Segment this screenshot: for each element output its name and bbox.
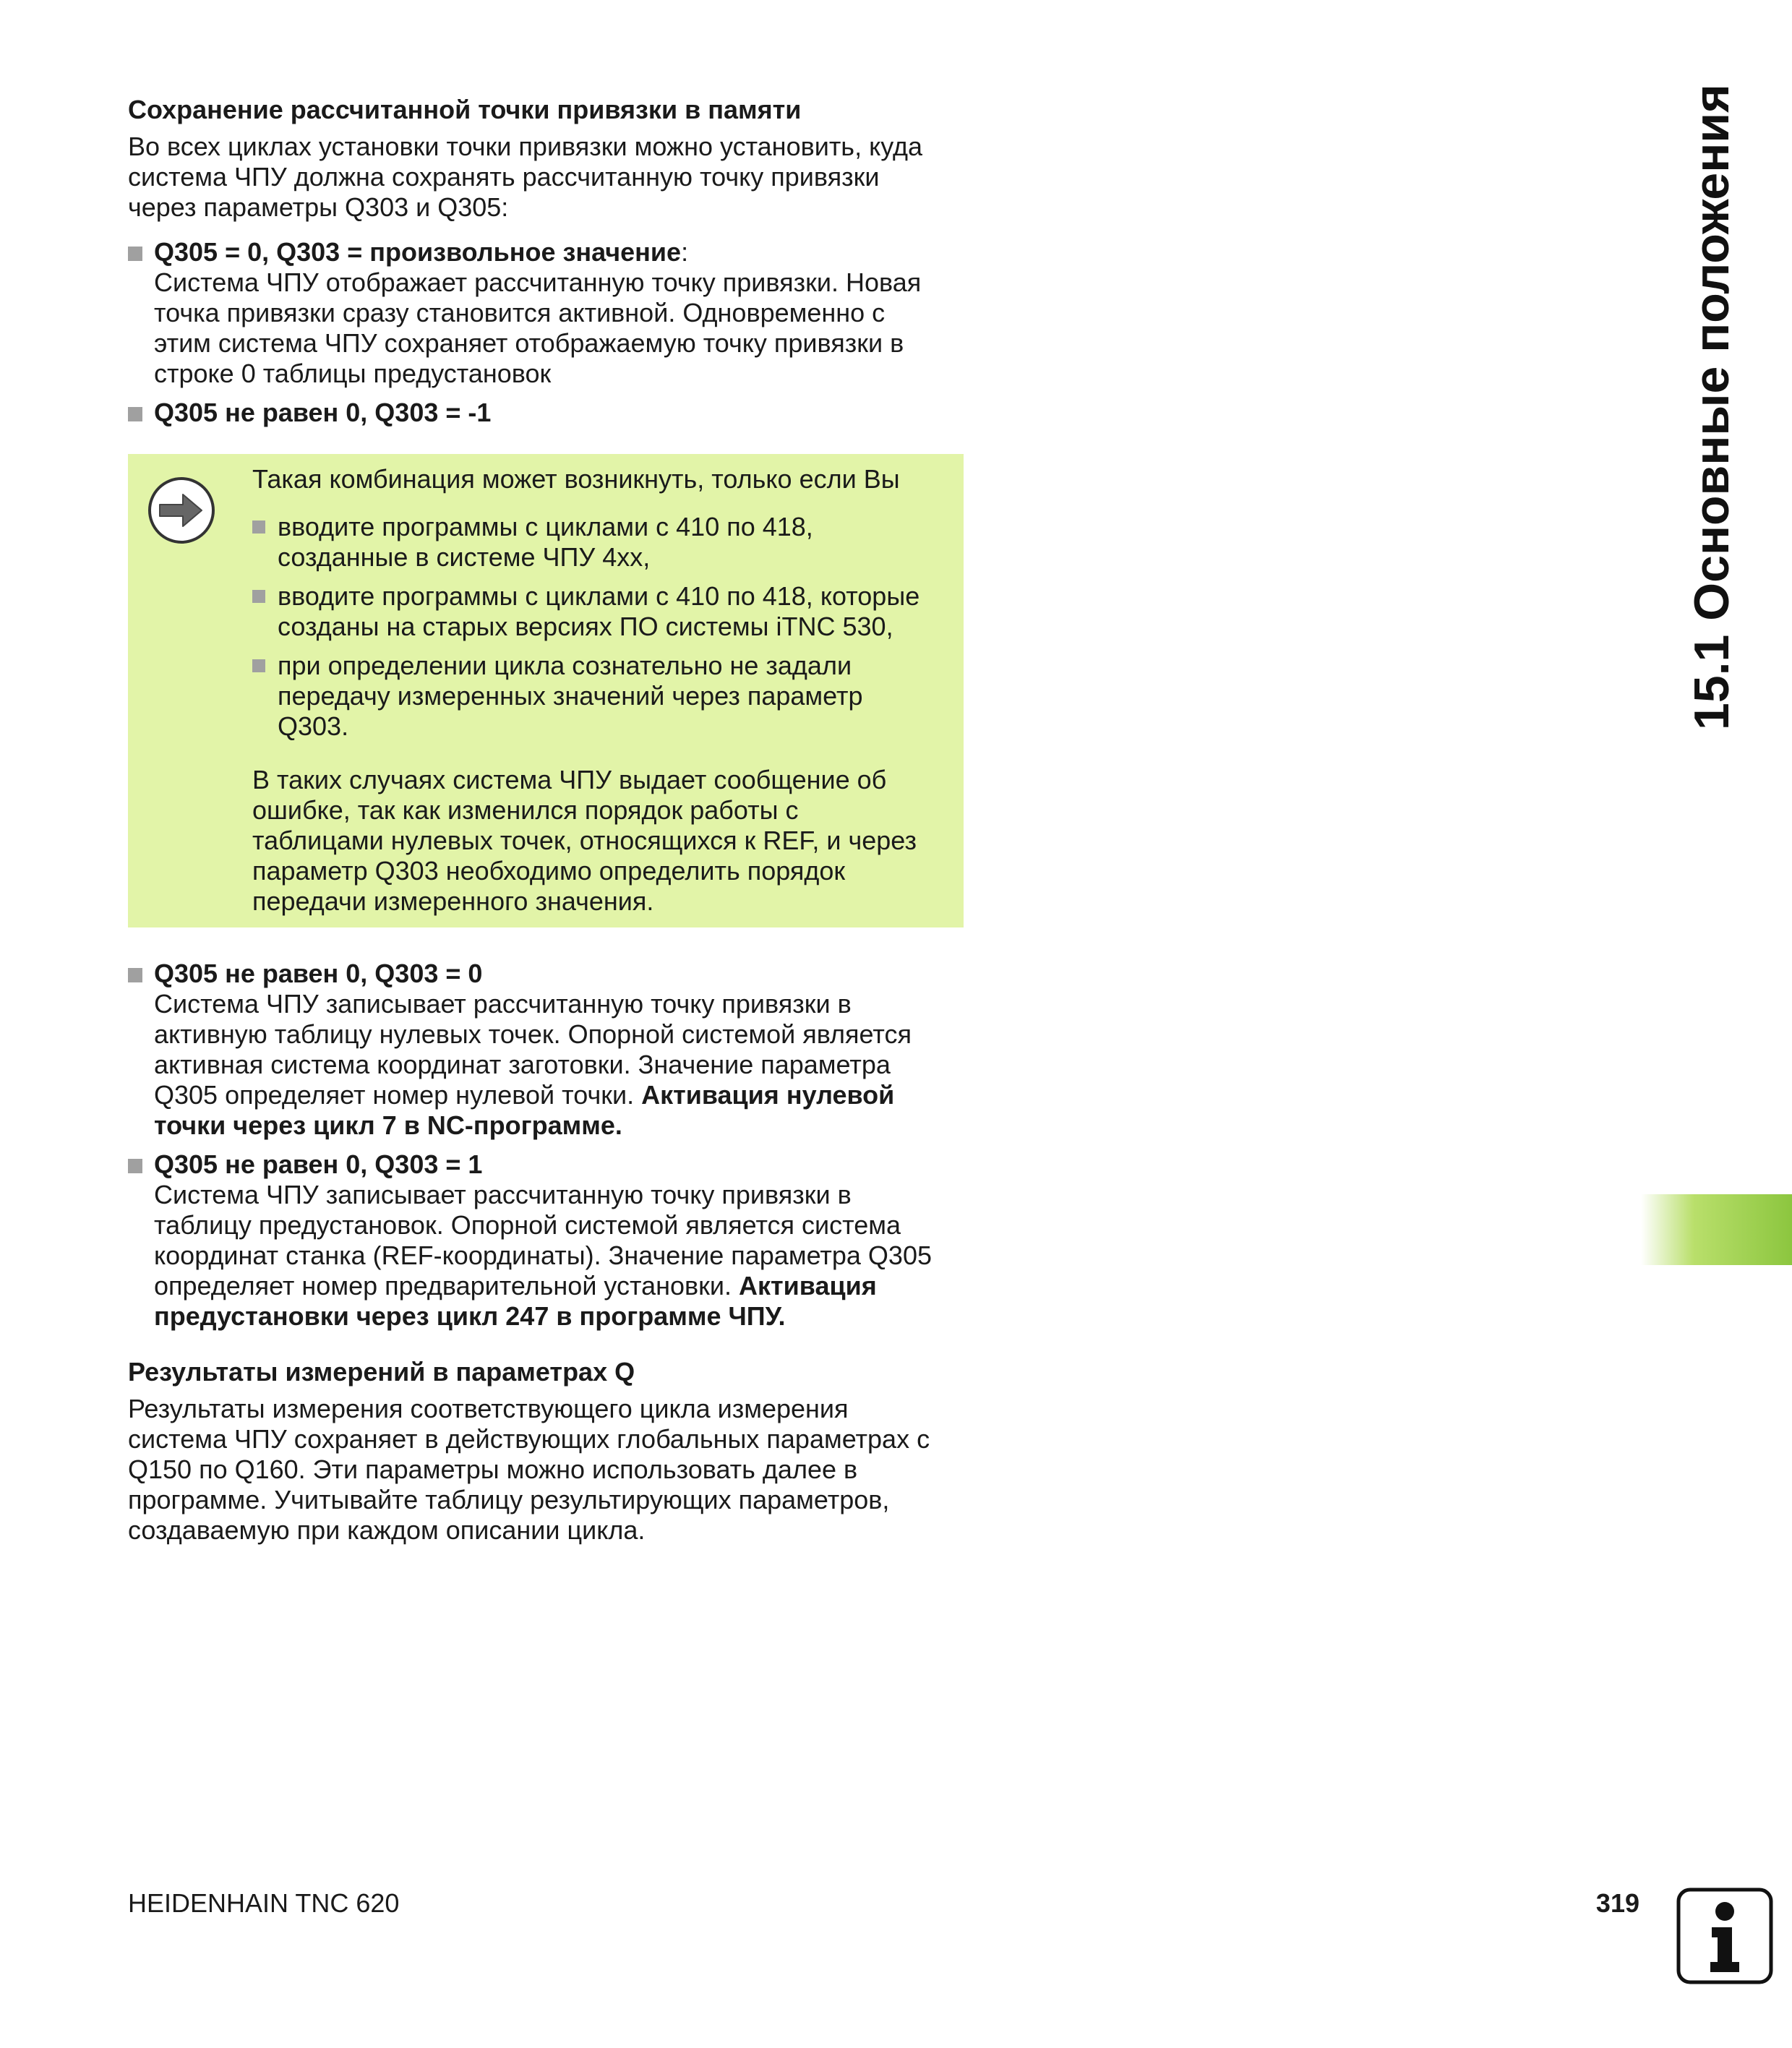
- bullet-square-icon: [252, 659, 265, 672]
- note-box: [128, 454, 964, 927]
- bullet-square-icon: [252, 590, 265, 603]
- section-reference-point-storage: [128, 93, 966, 428]
- chapter-title: 15.1 Основные положения: [1684, 84, 1739, 730]
- list-item: Q305 не равен 0, Q303 = 1 Система ЧПУ записывает рассчитанную точку привязки в таблицу предустановок. Опорной системой является система координат станка (REF-координаты). Значение параметра Q305 определяет номер предварительной установки. Активация предустановки через цикл 247 в программе ЧПУ.: [128, 1149, 966, 1332]
- bullet-square-icon: [128, 968, 142, 982]
- chapter-tab: [1641, 1194, 1792, 1265]
- info-icon: [1676, 1887, 1774, 1985]
- bullet-square-icon: [128, 247, 142, 261]
- section-heading: Сохранение рассчитанной точки привязки в памяти: [128, 95, 802, 124]
- note-list-item: вводите программы с циклами с 410 по 418, созданные в системе ЧПУ 4хх,: [252, 512, 946, 573]
- note-content: [252, 464, 946, 917]
- results-paragraph: Результаты измерения соответствующего цикла измерения система ЧПУ сохраняет в действующих глобальных параметрах с Q150 по Q160. Эти параметры можно использовать далее в программе. Учитывайте таблицу результирующих параметров, создаваемую при каждом описании цикла.: [128, 1394, 930, 1545]
- bullet-title: Q305 не равен 0, Q303 = 1: [154, 1149, 483, 1179]
- page-number: 319: [1595, 1888, 1639, 1918]
- note-list-item: при определении цикла сознательно не задали передачу измеренных значений через параметр Q303.: [252, 651, 946, 742]
- arrow-right-icon: [147, 476, 216, 545]
- bullet-title: Q305 = 0, Q303 = произвольное значение: [154, 237, 682, 267]
- bullet-title: Q305 не равен 0, Q303 = -1: [154, 398, 492, 427]
- bullet-title: Q305 не равен 0, Q303 = 0: [154, 959, 483, 988]
- section-heading: Результаты измерений в параметрах Q: [128, 1357, 635, 1387]
- bullet-square-icon: [128, 407, 142, 421]
- list-item: Q305 не равен 0, Q303 = 0 Система ЧПУ записывает рассчитанную точку привязки в активную таблицу нулевых точек. Опорной системой является активная система координат заготовки. Значение параметра Q305 определяет номер нулевой точки. Активация нулевой точки через цикл 7 в NC-программе.: [128, 959, 966, 1141]
- section-q-parameter-results: [128, 1355, 966, 1546]
- list-item: [128, 398, 966, 428]
- section-reference-options: [128, 959, 966, 1332]
- footer-product: HEIDENHAIN TNC 620: [128, 1888, 400, 1918]
- list-item: Q305 = 0, Q303 = произвольное значение: Система ЧПУ отображает рассчитанную точку привязки. Новая точка привязки сразу становится активной. Одновременно с этим система ЧПУ сохраняет отображаемую точку привязки в строке 0 таблицы предустановок: [128, 237, 966, 389]
- intro-paragraph: Во всех циклах установки точки привязки можно установить, куда система ЧПУ должна сохранять рассчитанную точку привязки через параметры Q303 и Q305:: [128, 132, 923, 222]
- bullet-square-icon: [128, 1159, 142, 1173]
- bullet-square-icon: [252, 520, 265, 534]
- note-outro: В таких случаях система ЧПУ выдает сообщение об ошибке, так как изменился порядок работы с таблицами нулевых точек, относящихся к REF, и через параметр Q303 необходимо определить порядок передачи измеренного значения.: [252, 765, 917, 916]
- note-intro: Такая комбинация может возникнуть, только если Вы: [252, 464, 900, 494]
- note-list-item: вводите программы с циклами с 410 по 418, которые созданы на старых версиях ПО системы iTNC 530,: [252, 581, 946, 642]
